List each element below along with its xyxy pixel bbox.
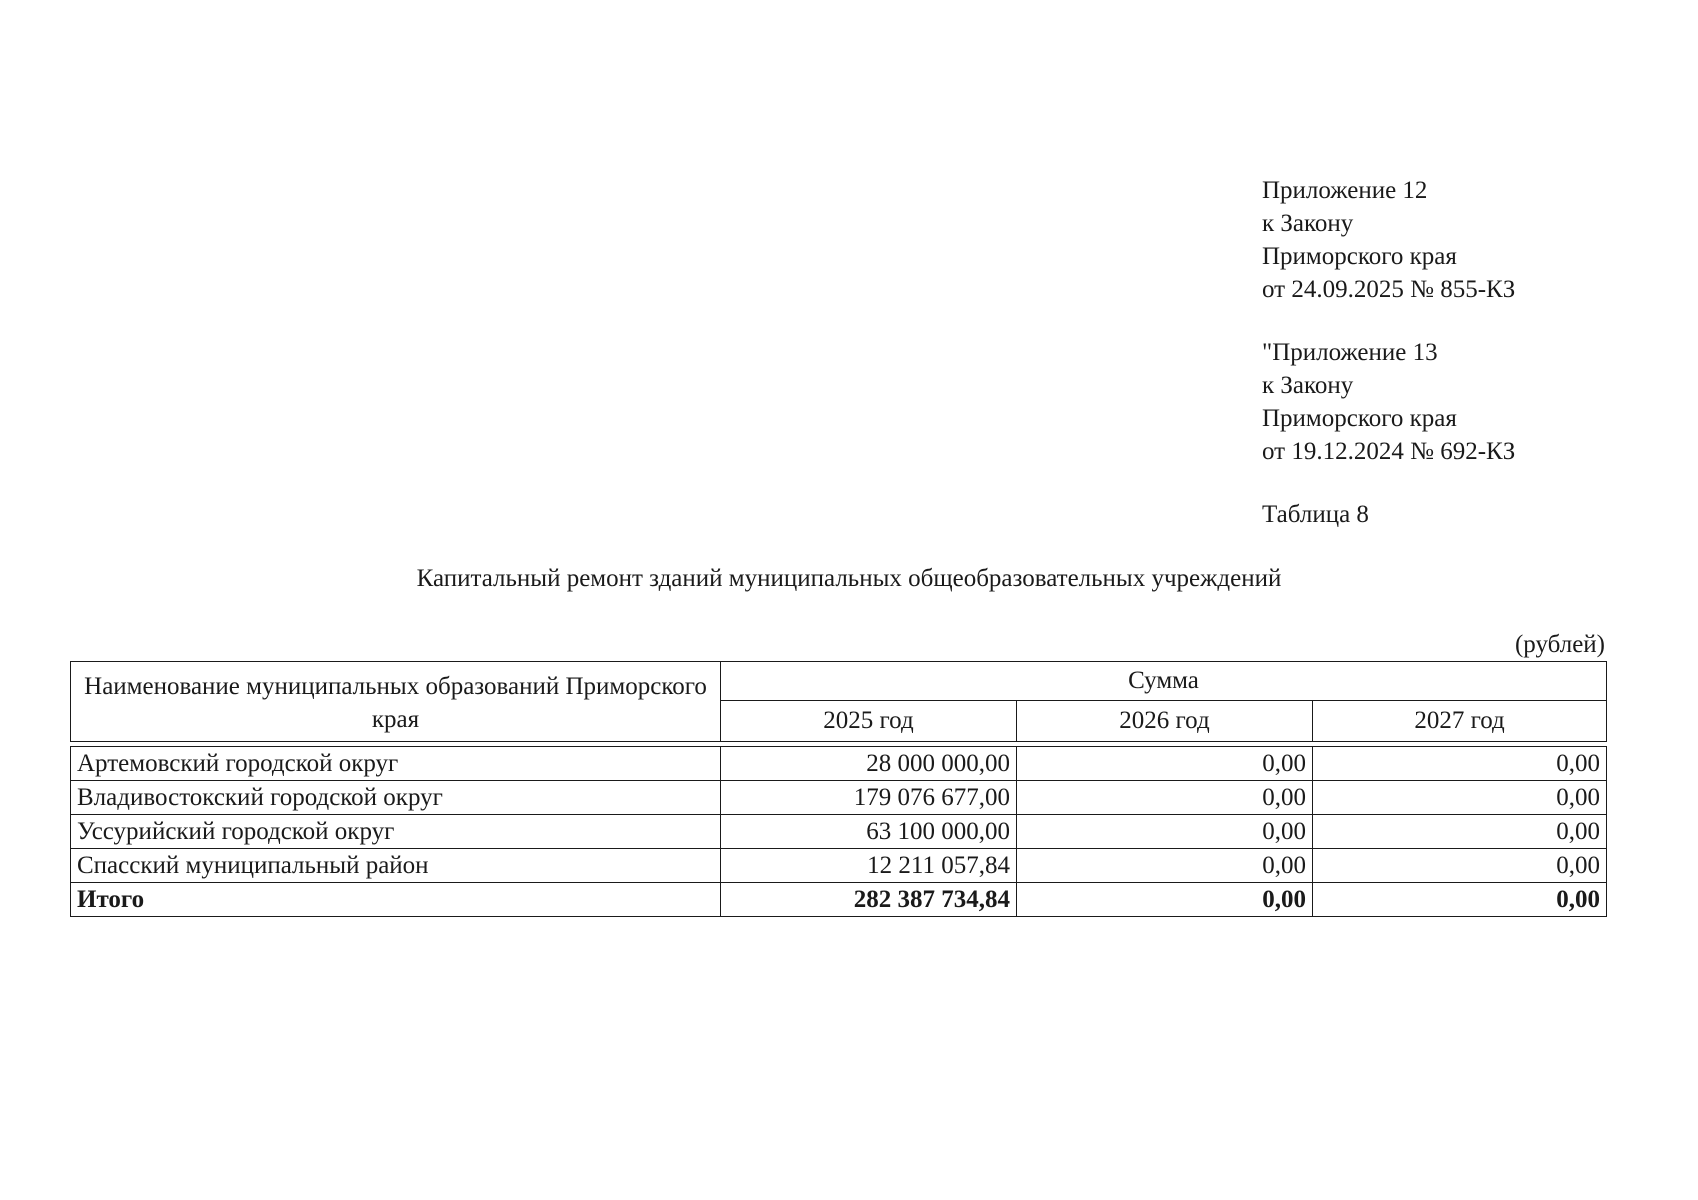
table-row xyxy=(71,747,1607,781)
row-value-2025: 63 100 000,00 xyxy=(721,815,1017,849)
appendix-line: к Закону xyxy=(1262,210,1354,237)
document-title: Капитальный ремонт зданий муниципальных общеобразовательных учреждений xyxy=(416,565,1282,592)
row-value-2026: 0,00 xyxy=(1017,849,1313,883)
table-total-row xyxy=(71,883,1607,917)
row-value-2027: 0,00 xyxy=(1313,815,1607,849)
table-number: Таблица 8 xyxy=(1262,501,1369,528)
row-value-2027: 0,00 xyxy=(1313,781,1607,815)
row-municipality: Артемовский городской округ xyxy=(71,747,721,781)
total-label: Итого xyxy=(71,883,721,917)
row-value-2026: 0,00 xyxy=(1017,781,1313,815)
row-municipality: Уссурийский городской округ xyxy=(71,815,721,849)
appendix-line: от 19.12.2024 № 692-КЗ xyxy=(1262,438,1516,465)
appendix-line: Приморского края xyxy=(1262,243,1457,270)
column-header-year: 2025 год xyxy=(721,701,1017,742)
row-value-2025: 12 211 057,84 xyxy=(721,849,1017,883)
units-label: (рублей) xyxy=(1514,631,1605,658)
appendix-line: Приложение 12 xyxy=(1262,177,1428,204)
row-value-2025: 28 000 000,00 xyxy=(721,747,1017,781)
total-value-2025: 282 387 734,84 xyxy=(721,883,1017,917)
column-header-sum: Сумма xyxy=(721,662,1607,701)
row-value-2026: 0,00 xyxy=(1017,815,1313,849)
column-header-year: 2027 год xyxy=(1313,701,1607,742)
row-value-2027: 0,00 xyxy=(1313,849,1607,883)
row-value-2027: 0,00 xyxy=(1313,747,1607,781)
total-value-2027: 0,00 xyxy=(1313,883,1607,917)
row-value-2026: 0,00 xyxy=(1017,747,1313,781)
appendix-12-header xyxy=(1262,174,1515,306)
appendix-line: от 24.09.2025 № 855-КЗ xyxy=(1262,276,1516,303)
row-municipality: Спасский муниципальный район xyxy=(71,849,721,883)
column-header-year: 2026 год xyxy=(1017,701,1313,742)
row-value-2025: 179 076 677,00 xyxy=(721,781,1017,815)
column-header-name: Наименование муниципальных образований Приморского края xyxy=(71,662,721,742)
table-body xyxy=(71,747,1607,917)
table-row xyxy=(71,781,1607,815)
table-row xyxy=(71,849,1607,883)
appendix-line: к Закону xyxy=(1262,372,1354,399)
row-municipality: Владивостокский городской округ xyxy=(71,781,721,815)
appendix-13-header xyxy=(1262,336,1515,468)
total-value-2026: 0,00 xyxy=(1017,883,1313,917)
table-row xyxy=(71,815,1607,849)
appendix-line: "Приложение 13 xyxy=(1262,339,1438,366)
budget-table xyxy=(70,661,1607,917)
appendix-line: Приморского края xyxy=(1262,405,1457,432)
